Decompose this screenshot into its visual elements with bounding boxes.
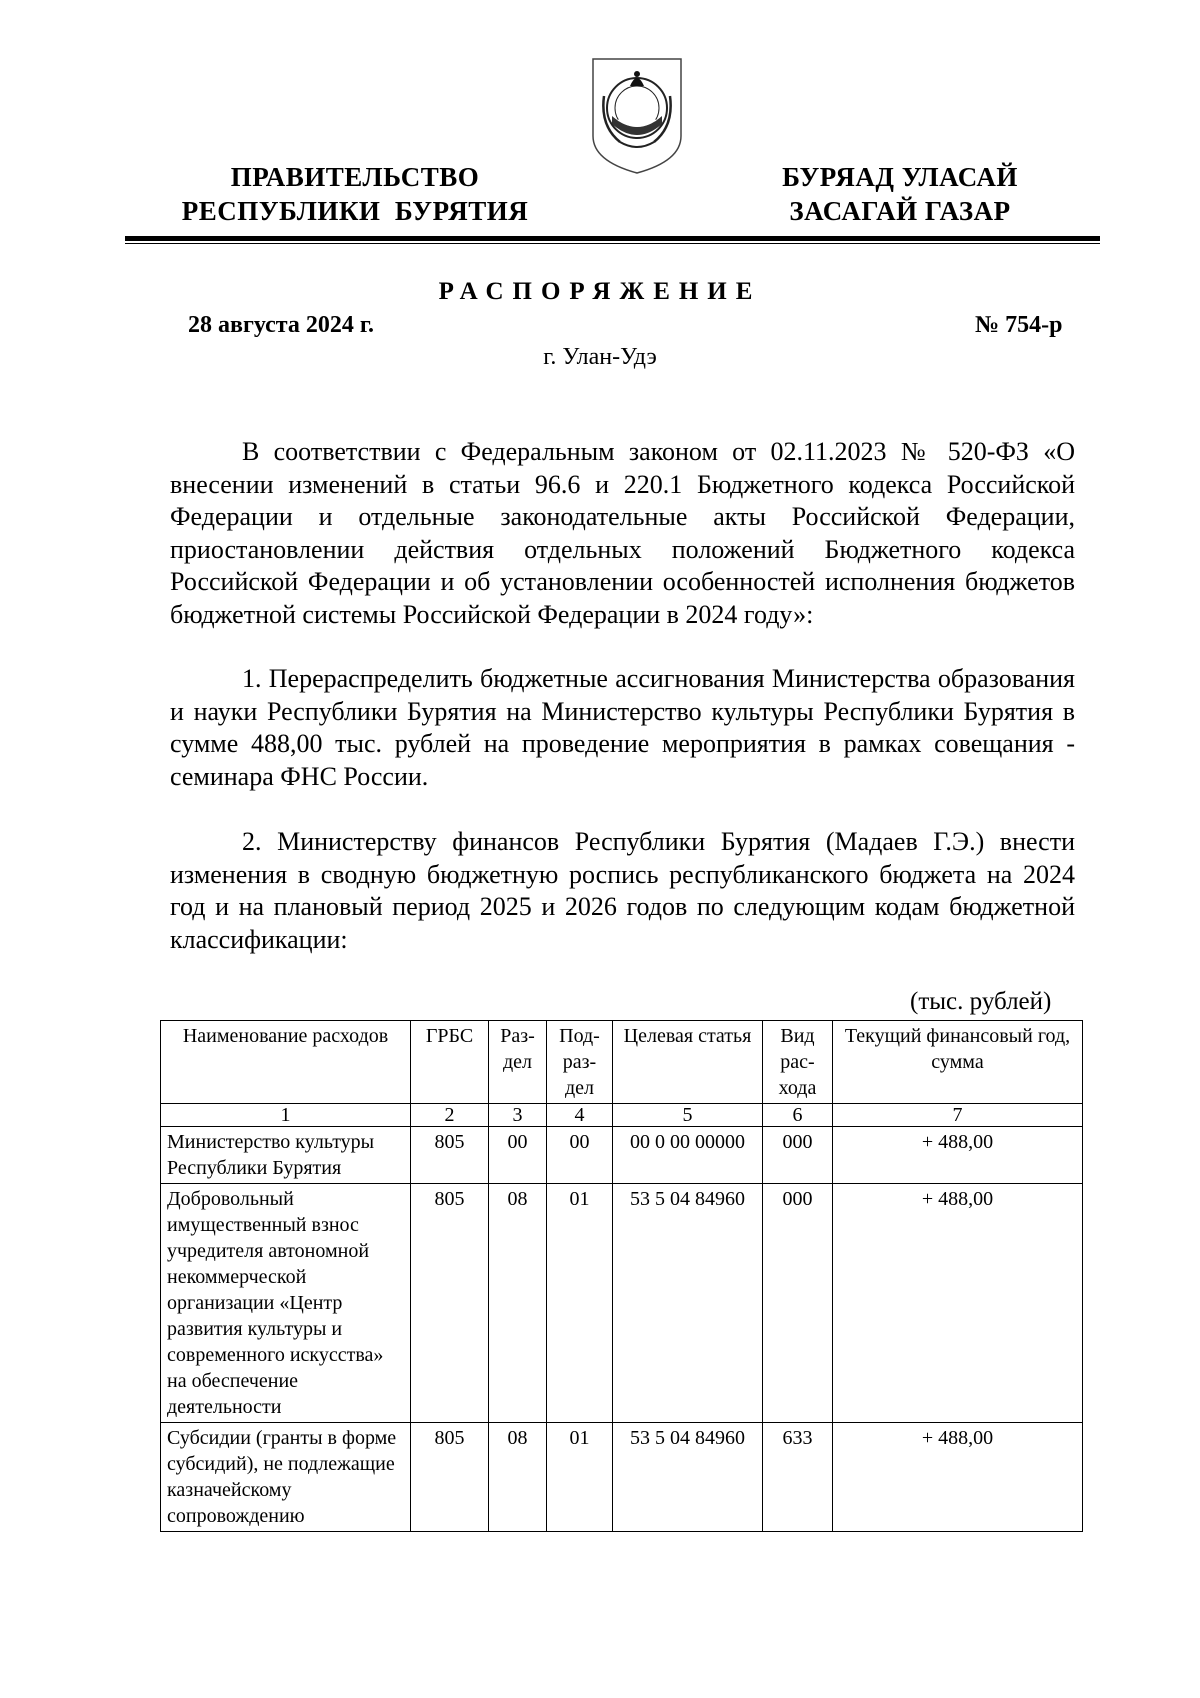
header-rule-thin	[125, 243, 1100, 244]
cell-sum: + 488,00	[833, 1423, 1083, 1532]
header-podrazdel: Под-раз-дел	[547, 1021, 613, 1104]
document-number: № 754-р	[975, 312, 1063, 338]
header-left	[170, 160, 540, 228]
cell-target: 00 0 00 00000	[613, 1127, 763, 1184]
cell-podrazdel: 01	[547, 1423, 613, 1532]
header-sum: Текущий финансовый год, сумма	[833, 1021, 1083, 1104]
item-2-text: 2. Министерству финансов Республики Бурятия (Мадаев Г.Э.) внести изменения в сводную бюджетную роспись республиканского бюджета на 2024 год и на плановый период 2025 и 2026 годов по следующим кодам бюджетной классификации:	[170, 827, 1075, 954]
column-number: 4	[547, 1104, 613, 1127]
preamble-text: В соответствии с Федеральным законом от 02.11.2023 № 520-ФЗ «О внесении изменений в статьи 96.6 и 220.1 Бюджетного кодекса Российской Федерации и отдельные законодательные акты Российской Федерации, приостановлении действия отдельных положений Бюджетного кодекса Российской Федерации и об установлении особенностей исполнения бюджетов бюджетной системы Российской Федерации в 2024 году»:	[170, 437, 1075, 629]
header-name: Наименование расходов	[161, 1021, 411, 1104]
table-header-row	[161, 1021, 1083, 1104]
table-column-numbers-row	[161, 1104, 1083, 1127]
document-type: РАСПОРЯЖЕНИЕ	[438, 278, 762, 305]
column-number: 3	[489, 1104, 547, 1127]
header-right-line1: БУРЯАД УЛАСАЙ	[782, 162, 1018, 192]
header-rule-thick	[125, 236, 1100, 241]
table-units: (тыс. рублей)	[910, 988, 1052, 1015]
column-number: 6	[763, 1104, 833, 1127]
cell-vid: 633	[763, 1423, 833, 1532]
item-2-paragraph	[170, 826, 1075, 956]
header-right	[770, 160, 1030, 228]
cell-target: 53 5 04 84960	[613, 1423, 763, 1532]
cell-sum: + 488,00	[833, 1127, 1083, 1184]
item-1-paragraph	[170, 663, 1075, 793]
cell-grbs: 805	[411, 1184, 489, 1423]
cell-razdel: 08	[489, 1184, 547, 1423]
header-grbs: ГРБС	[411, 1021, 489, 1104]
cell-grbs: 805	[411, 1127, 489, 1184]
header-left-line1: ПРАВИТЕЛЬСТВО	[230, 162, 480, 192]
column-number: 2	[411, 1104, 489, 1127]
cell-podrazdel: 01	[547, 1184, 613, 1423]
column-number: 5	[613, 1104, 763, 1127]
cell-vid: 000	[763, 1127, 833, 1184]
cell-name: Субсидии (гранты в форме субсидий), не подлежащие казначейскому сопровождению	[161, 1423, 411, 1532]
document-date: 28 августа 2024 г.	[188, 312, 375, 338]
header-razdel: Раз-дел	[489, 1021, 547, 1104]
preamble-paragraph	[170, 436, 1075, 631]
item-1-text: 1. Перераспределить бюджетные ассигнования Министерства образования и науки Республики Бурятия на Министерство культуры Республики Бурятия в сумме 488,00 тыс. рублей на проведение мероприятия в рамках совещания - семинара ФНС России.	[170, 664, 1075, 791]
cell-razdel: 00	[489, 1127, 547, 1184]
coat-of-arms-icon	[590, 56, 684, 176]
cell-podrazdel: 00	[547, 1127, 613, 1184]
header-left-line2: РЕСПУБЛИКИ БУРЯТИЯ	[181, 196, 529, 226]
cell-name: Добровольный имущественный взнос учредителя автономной некоммерческой организации «Центр развития культуры и современного искусства» на обеспечение деятельности	[161, 1184, 411, 1423]
cell-razdel: 08	[489, 1423, 547, 1532]
cell-name: Министерство культуры Республики Бурятия	[161, 1127, 411, 1184]
cell-grbs: 805	[411, 1423, 489, 1532]
document-city: г. Улан-Удэ	[543, 344, 657, 370]
table-row	[161, 1184, 1083, 1423]
header-right-line2: ЗАСАГАЙ ГАЗАР	[789, 196, 1011, 226]
table-row	[161, 1127, 1083, 1184]
cell-sum: + 488,00	[833, 1184, 1083, 1423]
column-number: 7	[833, 1104, 1083, 1127]
cell-target: 53 5 04 84960	[613, 1184, 763, 1423]
budget-table	[160, 1020, 1083, 1532]
cell-vid: 000	[763, 1184, 833, 1423]
header-vid: Вид рас-хода	[763, 1021, 833, 1104]
column-number: 1	[161, 1104, 411, 1127]
header-target: Целевая статья	[613, 1021, 763, 1104]
table-row	[161, 1423, 1083, 1532]
